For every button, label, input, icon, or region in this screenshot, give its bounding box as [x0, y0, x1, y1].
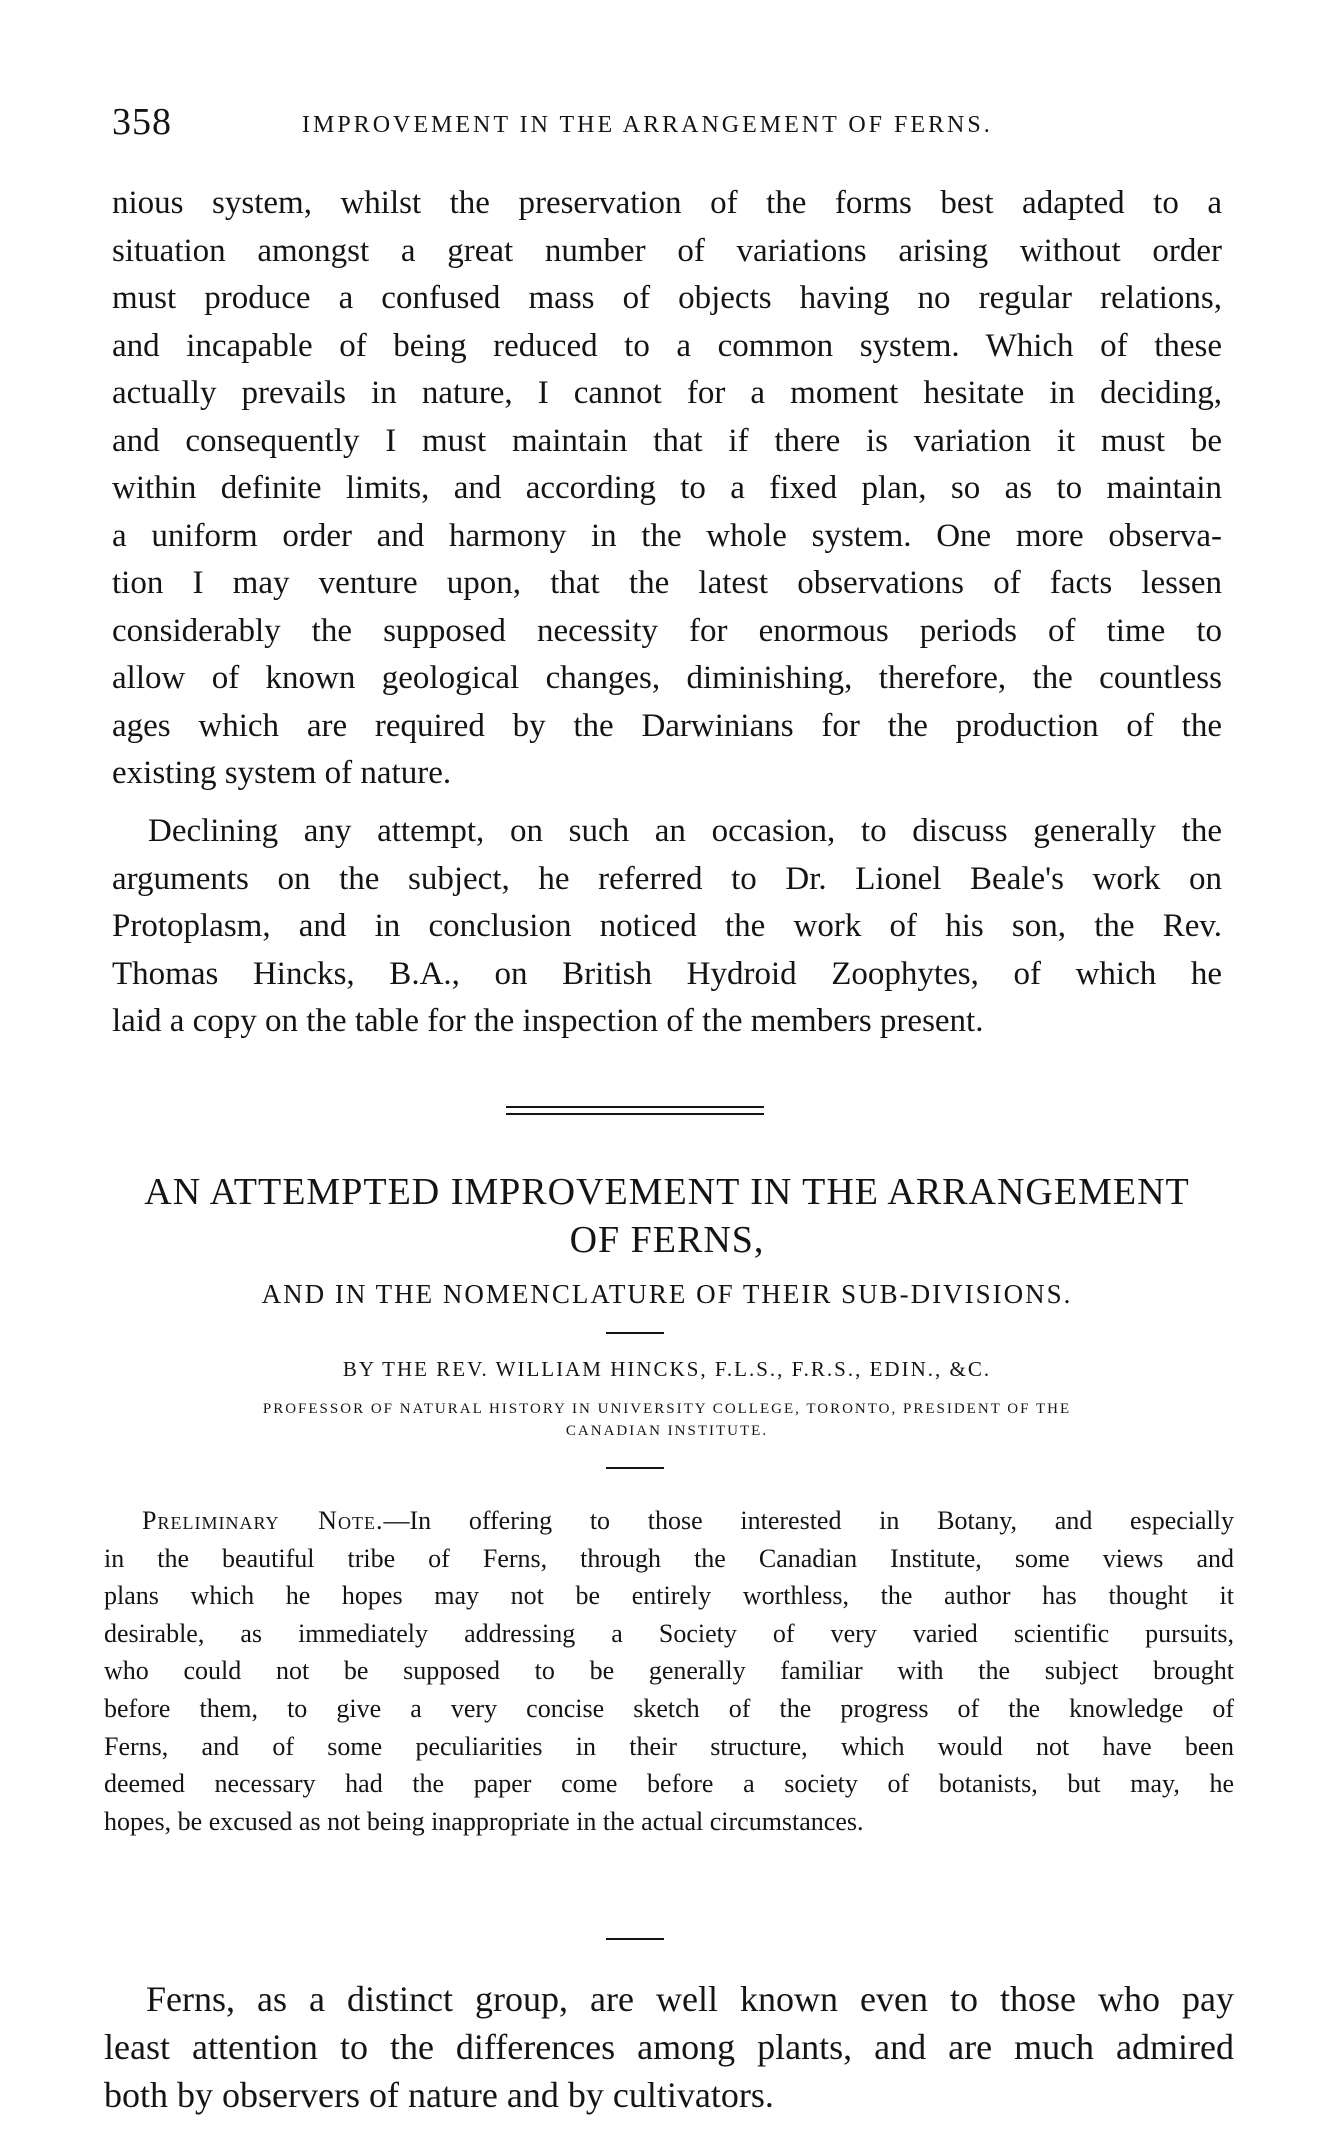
- text-line: actually prevails in nature, I cannot for a moment hesitate in deciding,: [112, 375, 1222, 411]
- note-line: deemed necessary had the paper come before a society of botanists, but may, he: [104, 1769, 1234, 1799]
- article-subtitle: AND IN THE NOMENCLATURE OF THEIR SUB-DIVISIONS.: [261, 1279, 1073, 1309]
- article-title: AN ATTEMPTED IMPROVEMENT IN THE ARRANGEMENT: [144, 1171, 1190, 1213]
- note-line: hopes, be excused as not being inappropriate in the actual circumstances.: [104, 1806, 864, 1836]
- continued-paragraph: [112, 180, 1222, 798]
- text-line: a uniform order and harmony in the whole system. One more observa-: [112, 517, 1222, 554]
- affiliation-line: PROFESSOR OF NATURAL HISTORY IN UNIVERSITY COLLEGE, TORONTO, PRESIDENT OF THE: [262, 1401, 1072, 1417]
- note-line: before them, to give a very concise sketch of the progress of the knowledge of: [104, 1693, 1234, 1723]
- text-line: arguments on the subject, he referred to Dr. Lionel Beale's work on: [112, 860, 1222, 897]
- text-line: laid a copy on the table for the inspection of the members present.: [112, 1003, 984, 1039]
- note-line: desirable, as immediately addressing a Society of very varied scientific pursuits,: [104, 1618, 1234, 1648]
- text-line: and consequently I must maintain that if there is variation it must be: [112, 422, 1222, 459]
- text-line: allow of known geological changes, diminishing, therefore, the countless: [112, 660, 1222, 696]
- page-number: 358: [112, 101, 172, 143]
- running-head: [112, 100, 1222, 150]
- text-line: nious system, whilst the preservation of the forms best adapted to a: [112, 185, 1222, 221]
- body-line: Ferns, as a distinct group, are well known even to those who pay: [146, 1979, 1234, 2019]
- note-line: plans which he hopes may not be entirely worthless, the author has thought it: [104, 1581, 1234, 1611]
- note-first-line: [104, 1502, 1234, 1540]
- text-line: Declining any attempt, on such an occasion, to discuss generally the: [148, 813, 1222, 849]
- text-line: ages which are required by the Darwinians for the production of the: [112, 707, 1222, 744]
- preliminary-note: [104, 1502, 1234, 1840]
- section-divider-bottom: [506, 1113, 764, 1115]
- article-body: [104, 1975, 1234, 2119]
- running-title: IMPROVEMENT IN THE ARRANGEMENT OF FERNS.: [302, 112, 993, 138]
- note-line: Ferns, and of some peculiarities in their structure, which would not have been: [104, 1731, 1234, 1761]
- affiliation-line: CANADIAN INSTITUTE.: [565, 1423, 769, 1439]
- text-line: Protoplasm, and in conclusion noticed the work of his son, the Rev.: [112, 908, 1222, 944]
- text-line: Thomas Hincks, B.A., on British Hydroid Zoophytes, of which he: [112, 955, 1222, 992]
- body-line: both by observers of nature and by cultivators.: [104, 2075, 774, 2115]
- note-divider: [606, 1938, 664, 1940]
- text-line: situation amongst a great number of variations arising without order: [112, 232, 1222, 269]
- note-line: in the beautiful tribe of Ferns, through the Canadian Institute, some views and: [104, 1543, 1234, 1573]
- title-divider: [606, 1332, 664, 1334]
- text-line: and incapable of being reduced to a common system. Which of these: [112, 327, 1222, 364]
- text-line: within definite limits, and according to a fixed plan, so as to maintain: [112, 470, 1222, 506]
- article-title-continued: OF FERNS,: [569, 1219, 765, 1261]
- text-line: existing system of nature.: [112, 755, 452, 791]
- section-divider-top: [506, 1106, 764, 1108]
- author-affiliation: [112, 1398, 1222, 1442]
- body-line: least attention to the differences among plants, and are much admired: [104, 2027, 1234, 2067]
- closing-paragraph: [112, 808, 1222, 1046]
- article-title-block: [112, 1168, 1222, 1314]
- text-line: tion I may venture upon, that the latest observations of facts lessen: [112, 565, 1222, 601]
- text-line: must produce a confused mass of objects having no regular relations,: [112, 280, 1222, 316]
- note-line: who could not be supposed to be generally familiar with the subject brought: [104, 1656, 1234, 1686]
- author-byline: BY THE REV. WILLIAM HINCKS, F.L.S., F.R.S., EDIN., &C.: [342, 1357, 992, 1381]
- note-text: —In offering to those interested in Botany, and especially: [383, 1506, 1234, 1535]
- note-label: Preliminary Note.: [142, 1506, 384, 1535]
- byline-divider: [606, 1467, 664, 1469]
- text-line: considerably the supposed necessity for enormous periods of time to: [112, 612, 1222, 649]
